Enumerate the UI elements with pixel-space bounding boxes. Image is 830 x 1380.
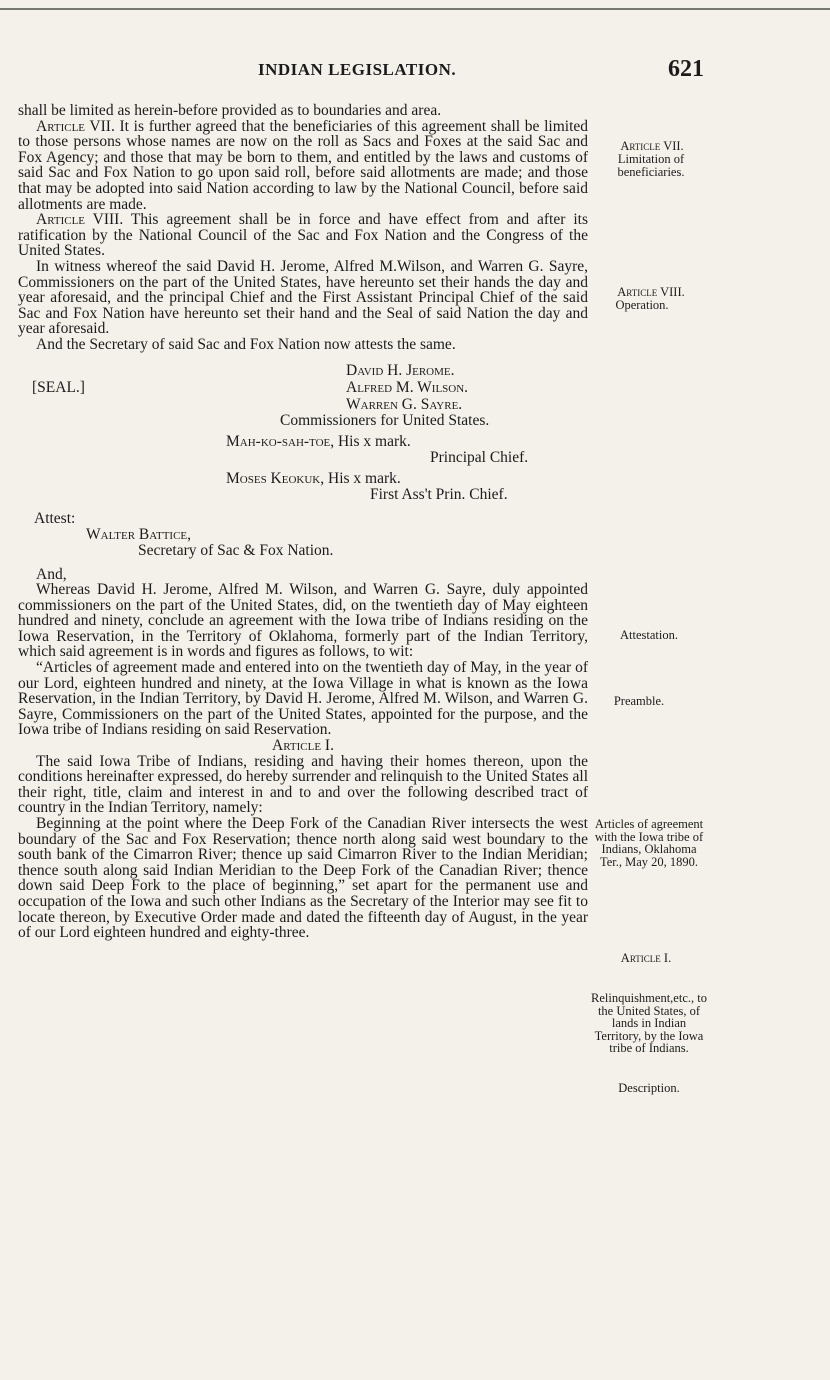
running-header: INDIAN LEGISLATION. bbox=[258, 60, 457, 79]
paragraph-and: And, bbox=[36, 565, 67, 583]
article-viii-label: Article VIII. bbox=[36, 211, 124, 229]
paragraph-boundaries: shall be limited as herein-before provided as to boundaries and area. bbox=[18, 102, 442, 119]
paragraph-whereas: Whereas David H. Jerome, Alfred M. Wilson, and Warren G. Sayre, duly appointed commissioners on the part of the United States, did, on the twentieth day of May eighteen hundred and ninety, conclude an agreement with the Iowa tribe of Indians residing on the Iowa Reservation, in the Territory of Oklahoma, formerly part of the Indian Territory, which said agreement is in words and figures as follows, to wit: bbox=[18, 581, 588, 661]
margin-description: Description. bbox=[618, 1081, 680, 1095]
signature-block bbox=[18, 353, 588, 503]
article-viii-text: This agreement shall be in force and have effect from and after its ratification by the National Council of the Sac and Fox Nation and the Congress of the United States. bbox=[18, 211, 588, 260]
paragraph-witness: In witness whereof the said David H. Jerome, Alfred M.Wilson, and Warren G. Sayre, Commissioners on the part of the United States, have hereunto set their hands the day and year aforesaid, and the principal Chief and the First Assistant Principal Chief of the said Sac and Fox Nation have hereunto set their hand and the Seal of said Nation the day and year aforesaid. bbox=[18, 257, 588, 338]
margin-article-i: Article I. bbox=[620, 951, 672, 965]
first-asst-chief-title: First Ass't Prin. Chief. bbox=[370, 485, 508, 503]
commissioners-title: Commissioners for United States. bbox=[280, 411, 490, 429]
margin-articles-of-agreement: Articles of agreement with the Iowa tribe of Indians, Oklahoma Ter., May 20, 1890. bbox=[594, 817, 704, 869]
attest-block bbox=[18, 503, 588, 567]
signature-mahkosahtoe: Mah-ko-sah-toe, His x mark. bbox=[226, 432, 411, 450]
signature-wilson: Alfred M. Wilson. bbox=[346, 378, 469, 396]
paragraph-article-vii bbox=[18, 119, 588, 213]
principal-chief-title: Principal Chief. bbox=[430, 448, 529, 466]
article-vii-label: Article VII. bbox=[36, 117, 115, 135]
margin-limitation: Limitation of beneficiaries. bbox=[617, 152, 685, 179]
paragraph-article-viii bbox=[18, 212, 588, 259]
paragraph-article-i: The said Iowa Tribe of Indians, residing and having their homes thereon, upon the conditions hereinafter expressed, do hereby surrender and relinquish to the United States all their right, title, claim and interest in and to and over the following described tract of country in the Indian Territory, namely: bbox=[18, 752, 588, 817]
page-number: 621 bbox=[668, 56, 704, 82]
attest-name: Walter Battice, bbox=[86, 525, 192, 543]
signature-sayre: Warren G. Sayre. bbox=[346, 395, 463, 413]
signature-jerome: David H. Jerome. bbox=[346, 361, 455, 379]
margin-preamble: Preamble. bbox=[613, 694, 665, 708]
margin-article-viii: Article VIII. bbox=[617, 285, 685, 299]
scan-top-edge bbox=[0, 8, 830, 10]
attest-label: Attest: bbox=[34, 509, 76, 527]
margin-attestation: Attestation. bbox=[620, 628, 678, 642]
margin-article-vii: Article VII. bbox=[620, 139, 684, 153]
paragraph-articles-intro: “Articles of agreement made and entered into on the twentieth day of May, in the year of our Lord, eighteen hundred and ninety, at the Iowa Village in what is known as the Iowa Reservation, in the Indian Territory, by David H. Jerome, Alfred M. Wilson, and Warren G. Sayre, Commissioners on the part of the United States, appointed for the purpose, and the Iowa tribe of Indians residing on said Reservation. bbox=[18, 659, 588, 739]
paragraph-beginning: Beginning at the point where the Deep Fork of the Canadian River intersects the west boundary of the Sac and Fox Reservation; thence north along said west boundary to the south bank of the Cimarron River; thence up said Cimarron River to the Indian Meridian; thence south along said Indian Meridian to the Deep Fork of the Canadian River; thence down said Deep Fork to the place of beginning,” set apart for the permanent use and occupation of the Iowa and such other Indians as the Secretary of the Interior may see fit to locate thereon, by Executive Order made and dated the fifteenth day of August, in the year of our Lord eighteen hundred and eighty-three. bbox=[18, 815, 588, 942]
seal-mark: [SEAL.] bbox=[32, 378, 85, 396]
signature-keokuk: Moses Keokuk, His x mark. bbox=[226, 469, 401, 487]
article-i-heading: Article I. bbox=[272, 737, 334, 755]
paragraph-secretary: And the Secretary of said Sac and Fox Nation now attests the same. bbox=[36, 335, 456, 353]
main-text-column bbox=[18, 103, 588, 941]
attest-title: Secretary of Sac & Fox Nation. bbox=[138, 541, 334, 559]
article-vii-text: It is further agreed that the beneficiaries of this agreement shall be limited to those persons whose names are now on the roll as Sacs and Foxes at the said Sac and Fox Agency; and those that may be born to them, and entitled by the laws and customs of said Sac and Fox Nation to go upon said roll, before said allotments are made; and those that may be adopted into said Nation according to law by the National Council, before said allotments are made. bbox=[18, 117, 589, 213]
margin-operation: Operation. bbox=[615, 298, 669, 312]
margin-relinquishment: Relinquishment,etc., to the United States, of lands in Indian Territory, by the Iowa tribe of Indians. bbox=[591, 991, 707, 1055]
